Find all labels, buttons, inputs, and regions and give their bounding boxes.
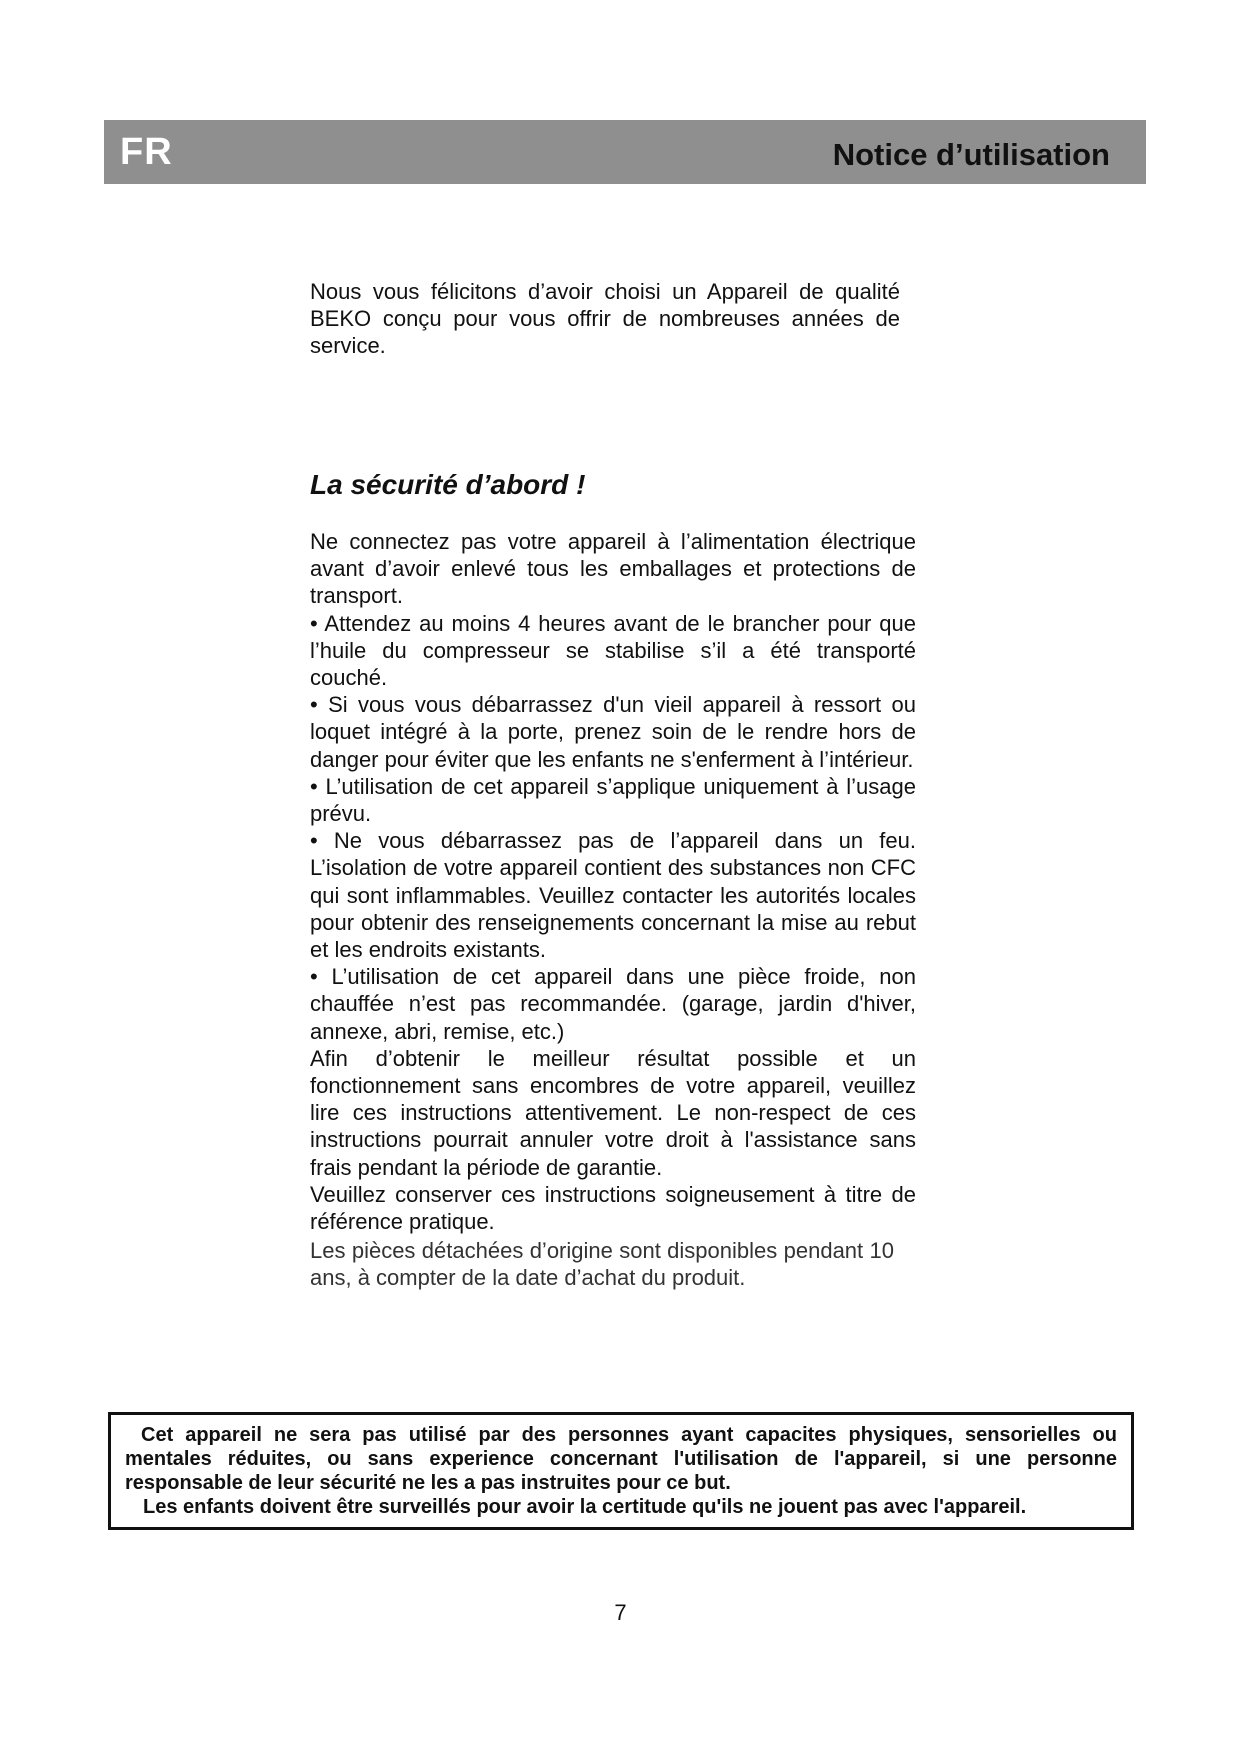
spare-parts-note: Les pièces détachées d’origine sont disponibles pendant 10 ans, à compter de la date d’achat du produit. <box>310 1238 894 1291</box>
page-title: Notice d’utilisation <box>832 137 1110 172</box>
safety-bullet: • Attendez au moins 4 heures avant de le brancher pour que l’huile du compresseur se stabilise s’il a été transporté couché. <box>310 610 916 691</box>
safety-paragraph: Ne connectez pas votre appareil à l’alimentation électrique avant d’avoir enlevé tous les emballages et protections de transport. <box>310 529 916 609</box>
safety-bullet: • Ne vous débarrassez pas de l’appareil dans un feu. L’isolation de votre appareil contient des substances non CFC qui sont inflammables. Veuillez contacter les autorités locales pour obtenir des renseignements concernant la mise au rebut et les endroits existants. <box>310 828 916 963</box>
safety-instructions <box>310 528 916 1292</box>
section-title-safety: La sécurité d’abord ! <box>310 469 586 500</box>
warning-text: Cet appareil ne sera pas utilisé par des personnes ayant capacites physiques, sensorielles ou mentales réduites, ou sans experience concernant l'utilisation de l'appareil, si une personne responsable de leur sécurité ne les a pas instruites pour ce but. <box>125 1424 1117 1494</box>
page-number: 7 <box>614 1600 627 1625</box>
children-warning-text: Les enfants doivent être surveillés pour avoir la certitude qu'ils ne jouent pas avec l'appareil. <box>143 1496 1027 1518</box>
warning-box <box>108 1412 1134 1530</box>
language-code: FR <box>120 131 173 173</box>
safety-paragraph: Afin d’obtenir le meilleur résultat possible et un fonctionnement sans encombres de votre appareil, veuillez lire ces instructions attentivement. Le non-respect de ces instructions pourrait annuler votre droit à l'assistance sans frais pendant la période de garantie. <box>310 1045 916 1180</box>
intro-paragraph: Nous vous félicitons d’avoir choisi un Appareil de qualité BEKO conçu pour vous offrir de nombreuses années de service. <box>310 279 900 358</box>
safety-bullet: • Si vous vous débarrassez d'un vieil appareil à ressort ou loquet intégré à la porte, prenez soin de le rendre hors de danger pour éviter que les enfants ne s'enferment à l’intérieur. <box>310 692 916 772</box>
safety-paragraph: Veuillez conserver ces instructions soigneusement à titre de référence pratique. <box>310 1181 916 1235</box>
safety-bullet: • L’utilisation de cet appareil s’applique uniquement à l’usage prévu. <box>310 773 916 827</box>
safety-bullet: • L’utilisation de cet appareil dans une pièce froide, non chauffée n’est pas recommandée. (garage, jardin d'hiver, annexe, abri, remise, etc.) <box>310 964 916 1044</box>
